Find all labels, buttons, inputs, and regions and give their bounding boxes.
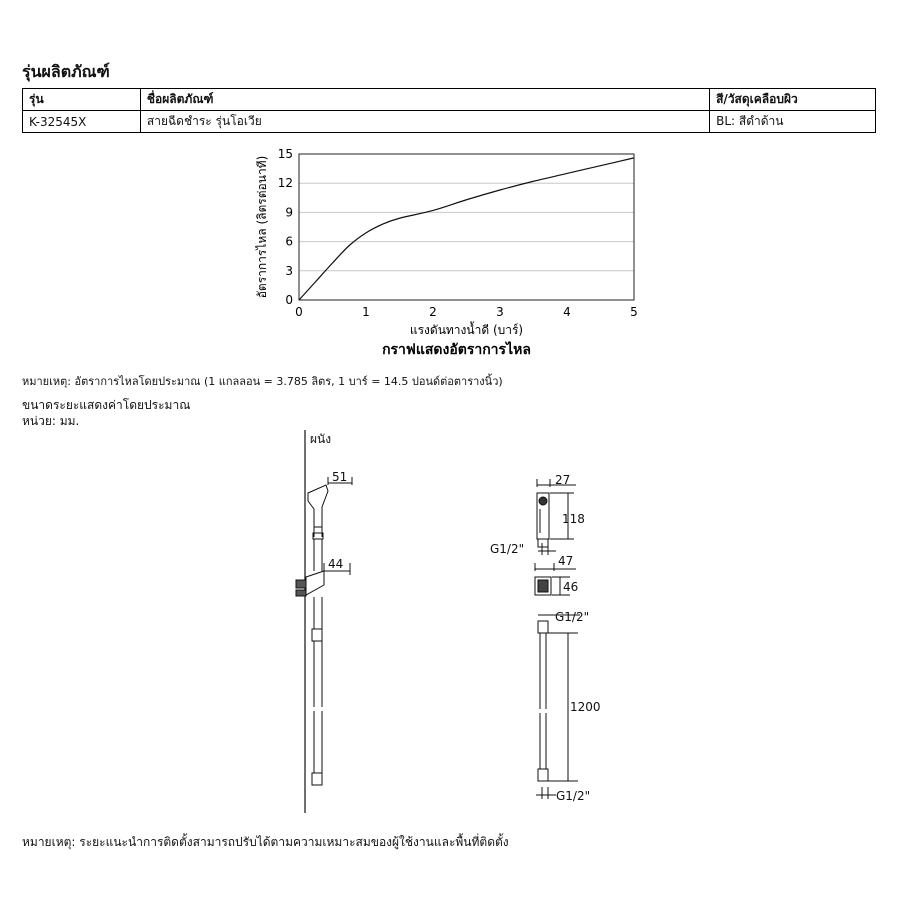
flow-series-line [299, 158, 634, 300]
dim-holder-side-width: 47 [558, 554, 574, 568]
y-tick-label: 12 [277, 176, 293, 191]
x-tick-label: 3 [496, 305, 504, 319]
chart-title: กราฟแสดงอัตราการไหล [382, 342, 531, 358]
y-tick-label: 6 [285, 234, 293, 249]
cell-finish: BL: สีดำด้าน [710, 111, 876, 133]
y-tick-labels [278, 147, 293, 307]
dim-spray-width: 51 [332, 470, 348, 484]
column-header-model: รุ่น [23, 89, 141, 111]
x-tick-label: 2 [429, 305, 437, 319]
product-spec-table [22, 88, 876, 133]
flow-rate-chart-svg [240, 144, 660, 366]
hose-front-view [312, 597, 322, 785]
installation-drawing-svg [280, 425, 620, 820]
flow-rate-chart [240, 144, 660, 366]
section-title: รุ่นผลิตภัณฑ์ [22, 62, 110, 81]
cell-product-name: สายฉีดชำระ รุ่นโอเวีย [140, 111, 709, 133]
x-tick-label: 1 [362, 305, 370, 319]
x-tick-label: 4 [563, 305, 571, 319]
unit-note: หน่วย: มม. [22, 414, 80, 428]
footer-note: หมายเหตุ: ระยะแนะนำการติดตั้งสามารถปรับได้ตามความเหมาะสมของผู้ใช้งานและพื้นที่ติดตั้ง [22, 835, 509, 849]
column-header-finish: สี/วัสดุเคลือบผิว [710, 89, 876, 111]
dim-spray-side-width: 27 [555, 473, 571, 487]
y-axis-label: อัตราการไหล (ลิตรต่อนาที) [255, 155, 269, 299]
cell-model: K-32545X [23, 111, 141, 133]
spray-head-front-view [308, 477, 352, 539]
y-tick-label: 0 [285, 293, 293, 307]
dim-hose-top-thread: G1/2" [555, 610, 590, 624]
x-axis-label: แรงดันทางน้ำดี (บาร์) [409, 323, 524, 337]
wall-label: ผนัง [310, 432, 332, 446]
y-tick-label: 15 [277, 147, 293, 161]
dimension-note: ขนาดระยะแสดงค่าโดยประมาณ [22, 398, 191, 412]
x-tick-label: 5 [630, 305, 638, 319]
column-header-product-name: ชื่อผลิตภัณฑ์ [140, 89, 709, 111]
dim-spray-length: 118 [562, 512, 585, 526]
x-tick-labels [295, 305, 638, 319]
dim-spray-thread: G1/2" [490, 542, 525, 556]
chart-grid [299, 154, 634, 300]
dim-holder-width: 44 [328, 557, 344, 571]
x-tick-label: 0 [295, 305, 303, 319]
plot-frame [299, 154, 634, 300]
dim-hose-bottom-thread: G1/2" [556, 789, 591, 803]
table-row [23, 111, 876, 133]
table-header-row [23, 89, 876, 111]
flow-note: หมายเหตุ: อัตราการไหลโดยประมาณ (1 แกลลอน = 3.785 ลิตร, 1 บาร์ = 14.5 ปอนด์ต่อตารางนิ้ว) [22, 375, 503, 388]
dim-holder-height: 46 [563, 580, 579, 594]
y-tick-label: 3 [285, 263, 293, 278]
installation-drawing [280, 425, 620, 820]
y-tick-label: 9 [285, 205, 293, 220]
dim-hose-length: 1200 [570, 700, 601, 714]
